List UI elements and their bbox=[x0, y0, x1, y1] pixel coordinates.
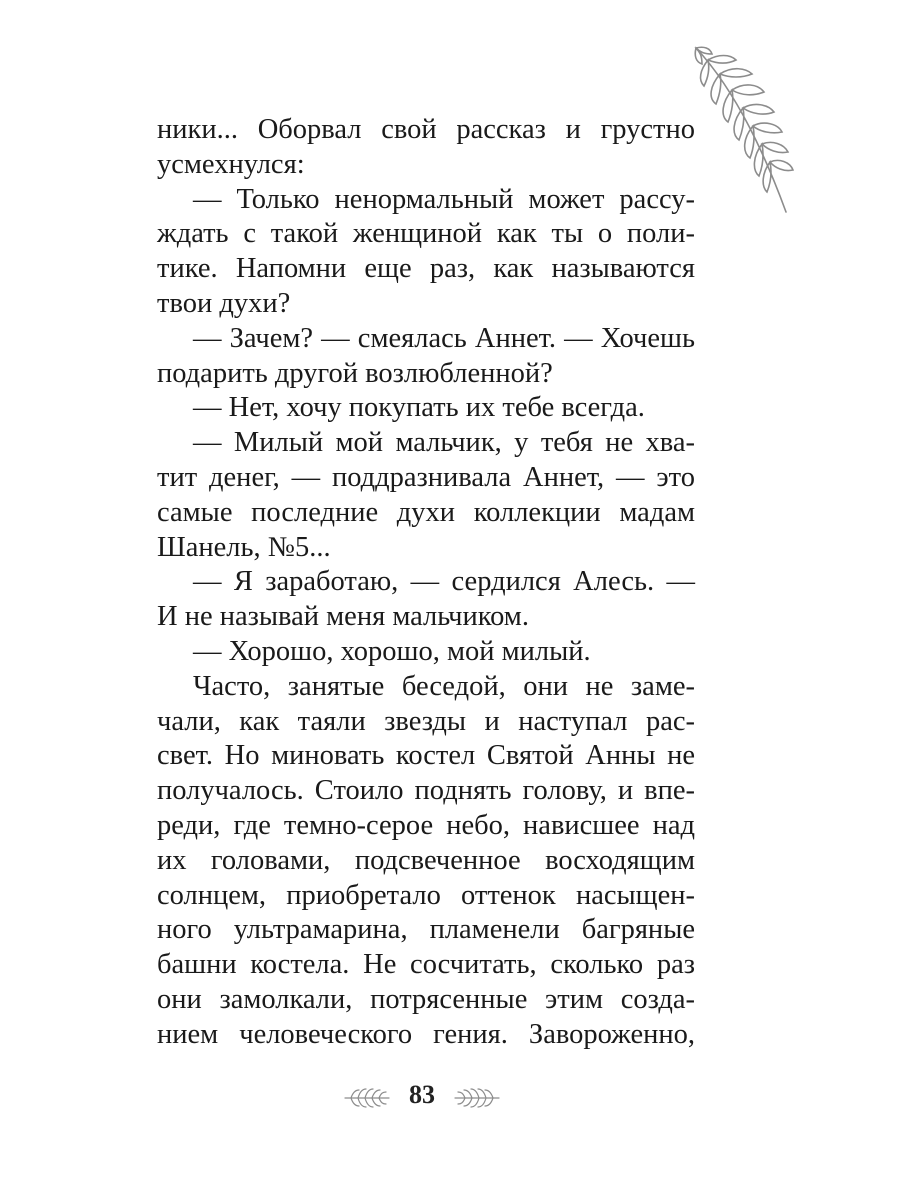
page-number: 83 bbox=[409, 1080, 435, 1109]
leaf-right-icon bbox=[453, 1086, 501, 1110]
text-line: их головами, подсвеченное восходящим bbox=[157, 844, 695, 876]
text-line: — Только ненормальный может рассу- bbox=[193, 183, 695, 215]
text-line: усмехнулся: bbox=[157, 148, 305, 180]
page-footer bbox=[0, 1078, 900, 1118]
leaf-left-icon bbox=[343, 1086, 391, 1110]
text-line: получалось. Стоило поднять голову, и впе- bbox=[157, 775, 695, 807]
text-line: свет. Но миновать костел Святой Анны не bbox=[157, 740, 695, 772]
text-line: башни костела. Не сосчитать, сколько раз bbox=[157, 949, 695, 981]
text-line: И не называй меня мальчиком. bbox=[157, 601, 529, 633]
fern-branch-icon bbox=[686, 40, 806, 220]
text-line: твои духи? bbox=[157, 287, 291, 319]
text-line: — Зачем? — смеялась Аннет. — Хочешь bbox=[193, 322, 695, 354]
text-line: самые последние духи коллекции мадам bbox=[157, 496, 695, 528]
text-line: — Милый мой мальчик, у тебя не хва- bbox=[193, 427, 695, 459]
text-line: ждать с такой женщиной как ты о поли- bbox=[157, 218, 695, 250]
book-page-text bbox=[157, 113, 695, 1053]
text-line: они замолкали, потрясенные этим созда- bbox=[157, 983, 695, 1015]
text-line: тит денег, — поддразнивала Аннет, — это bbox=[157, 461, 695, 493]
text-line: Шанель, №5... bbox=[157, 531, 331, 563]
text-line: нием человеческого гения. Завороженно, bbox=[157, 1018, 695, 1050]
text-line: ники... Оборвал свой рассказ и грустно bbox=[157, 114, 695, 145]
text-line: ного ультрамарина, пламенели багряные bbox=[157, 914, 695, 946]
text-line: реди, где темно-серое небо, нависшее над bbox=[157, 809, 695, 841]
text-line: — Нет, хочу покупать их тебе всегда. bbox=[193, 392, 645, 424]
text-line: Часто, занятые беседой, они не заме- bbox=[193, 670, 695, 702]
text-line: солнцем, приобретало оттенок насыщен- bbox=[157, 879, 695, 911]
text-line: подарить другой возлюбленной? bbox=[157, 357, 553, 389]
text-line: — Хорошо, хорошо, мой милый. bbox=[193, 635, 591, 667]
text-line: чали, как таяли звезды и наступал рас- bbox=[157, 705, 695, 737]
text-line: тике. Напомни еще раз, как называются bbox=[157, 253, 695, 285]
text-line: — Я заработаю, — сердился Алесь. — bbox=[193, 566, 695, 598]
